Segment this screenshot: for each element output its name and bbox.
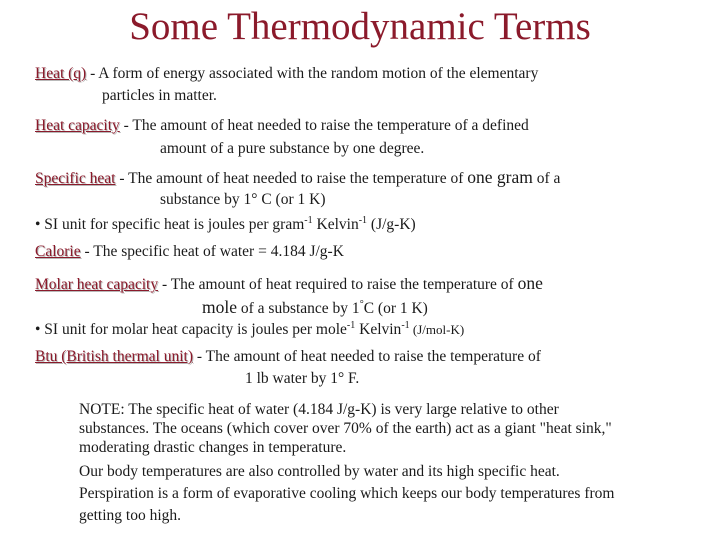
note-line6: getting too high. (79, 507, 182, 524)
btu-definition (35, 347, 541, 366)
specific-heat-def-line1c: of a (532, 170, 561, 187)
heat-capacity-definition (35, 116, 529, 135)
molar-def-line2 (202, 295, 428, 318)
molar-heat-capacity-definition (35, 274, 543, 294)
specific-heat-term: Specific heat (35, 170, 116, 187)
note-line1 (79, 401, 559, 420)
heat-capacity-term: Heat capacity (35, 117, 120, 134)
molar-def-line1a: - The amount of heat required to raise the temperature of (158, 276, 518, 293)
btu-def-line2: 1 lb water by 1° F. (245, 370, 360, 387)
specific-heat-definition (35, 168, 560, 188)
molar-unit-text: • SI unit for molar heat capacity is joules per mole (35, 321, 347, 338)
note-line5: Perspiration is a form of evaporative cooling which keeps our body temperatures from (79, 485, 615, 502)
specific-heat-unit-text: • SI unit for specific heat is joules per gram (35, 216, 305, 233)
heat-term: Heat (q) (35, 65, 87, 82)
specific-heat-unit-sup2: -1 (358, 215, 368, 226)
molar-heat-capacity-term: Molar heat capacity (35, 276, 159, 293)
molar-def-line2b: of a substance by 1 (237, 300, 360, 317)
specific-heat-def-line1a: - The amount of heat needed to raise the temperature of (115, 170, 468, 187)
heat-def-line1: - A form of energy associated with the random motion of the elementary (86, 65, 539, 82)
heat-capacity-def-line1: - The amount of heat needed to raise the temperature of a defined (119, 117, 529, 134)
molar-si-unit (35, 316, 464, 339)
note-line4: Our body temperatures are also controlled by water and its high specific heat. (79, 463, 560, 480)
heat-definition (35, 64, 538, 83)
page-title: Some Thermodynamic Terms (129, 5, 591, 48)
heat-def-line2: particles in matter. (102, 87, 217, 104)
heat-capacity-def-line2: amount of a pure substance by one degree. (160, 140, 425, 157)
specific-heat-unit-kelvin: Kelvin (312, 216, 359, 233)
btu-def-line1: - The amount of heat needed to raise the temperature of (193, 348, 541, 365)
note-line2: substances. The oceans (which cover over 70% of the earth) act as a giant "heat sink," (79, 420, 612, 437)
calorie-def: - The specific heat of water = 4.184 J/g-K (80, 243, 344, 260)
molar-def-line2c: C (or 1 K) (363, 300, 428, 317)
specific-heat-def-line2: substance by 1° C (or 1 K) (160, 191, 326, 208)
calorie-definition (35, 242, 344, 261)
specific-heat-one-gram: one gram (467, 167, 533, 187)
calorie-term: Calorie (35, 243, 81, 260)
specific-heat-unit-jgk: (J/g-K) (367, 216, 416, 233)
molar-unit-kelvin: Kelvin (355, 321, 402, 338)
molar-def-degree: ° (359, 299, 364, 310)
molar-def-mole: mole (202, 297, 237, 317)
molar-unit-sup2: -1 (401, 320, 410, 331)
molar-unit-jmolk: (J/mol-K) (409, 322, 465, 337)
note-line1-text: The specific heat of water (4.184 J/g-K) is very large relative to other (124, 401, 559, 418)
molar-def-one: one (517, 273, 543, 293)
btu-term: Btu (British thermal unit) (35, 348, 193, 365)
specific-heat-unit-sup1: -1 (304, 215, 313, 226)
specific-heat-si-unit (35, 211, 416, 234)
note-label: NOTE: (79, 401, 125, 418)
molar-unit-sup1: -1 (346, 320, 356, 331)
note-line3: moderating drastic changes in temperature. (79, 439, 347, 456)
